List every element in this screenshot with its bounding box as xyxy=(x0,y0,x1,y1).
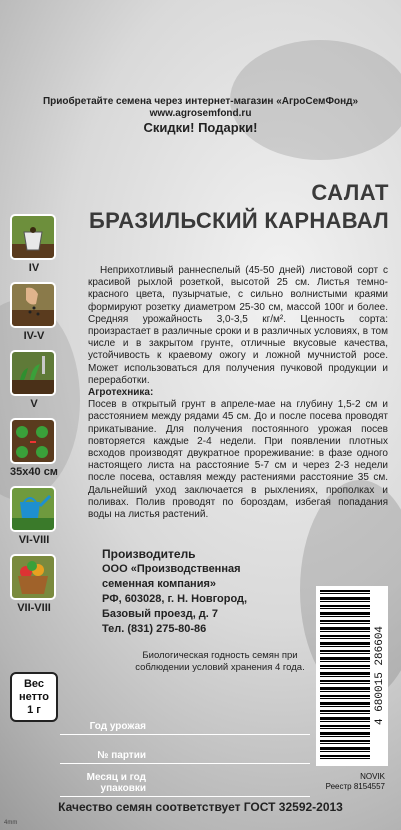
product-description xyxy=(88,265,388,521)
agrotech-text: Посев в открытый грунт в апреле-мае на глубину 1,5-2 см и расстоянием между рядами 45 см. До и после посева проводят прикатывание. Для получения постоянного урожая посев повторяется каждые 2-4 недели. При появлении плотных всходов производят двукратное прореживание: в фазе одного настоящего листа на расстояние 5-7 см и через 2-3 недели после посева, оставляя между растениями расстояние 35 см. Дальнейший уход заключается в рыхлениях, прополках и поливах. Полив проводят по бороздам, избегая попадания воды на листья растений. xyxy=(88,399,388,521)
stage-label: 35х40 см xyxy=(10,466,58,478)
stage-planting xyxy=(10,418,58,482)
agrotech-heading: Агротехника: xyxy=(88,387,154,399)
harvest-year-field xyxy=(60,706,310,735)
promo-discounts: Скидки! Подарки! xyxy=(143,120,258,135)
germination-note xyxy=(120,650,320,674)
field-label: № партии xyxy=(97,750,146,761)
product-variety-title: БРАЗИЛЬСКИЙ КАРНАВАЛ xyxy=(89,208,389,233)
seeds-hand-icon xyxy=(10,282,56,328)
product-type-title: САЛАТ xyxy=(311,180,389,205)
promo-url: www.agrosemfond.ru xyxy=(149,108,252,119)
stage-seedling xyxy=(10,350,58,414)
producer-address-2: Базовый проезд, д. 7 xyxy=(102,608,219,620)
weight-label: Вес xyxy=(23,678,45,690)
net-weight-badge xyxy=(10,672,58,722)
germination-line: соблюдении условий хранения 4 года. xyxy=(135,662,305,673)
planting-scheme-icon xyxy=(10,418,56,464)
batch-number-field xyxy=(60,735,310,764)
sowing-cup-icon xyxy=(10,214,56,260)
brand-name: NOVIK xyxy=(360,772,385,781)
packing-date-field xyxy=(60,764,310,797)
growing-stages xyxy=(10,214,58,622)
brand-block xyxy=(326,772,385,792)
barcode-number: 4 680015 286604 xyxy=(374,625,386,725)
producer-address-1: РФ, 603028, г. Н. Новгород, xyxy=(102,593,248,605)
batch-fields xyxy=(60,706,310,797)
promo-shop-text: Приобретайте семена через интернет-магазин «АгроСемФонд» xyxy=(42,96,359,107)
registry-number: Реестр 8154557 xyxy=(325,782,385,791)
field-label: Год урожая xyxy=(89,721,146,732)
stage-watering xyxy=(10,486,58,550)
variety-description: Неприхотливый раннеспелый (45-50 дней) листовой сорт с красивой рыхлой розеткой, высотой 25 см. Листья темно-красного цвета, пузырчатые, с сильно волнистыми краями формируют розетку диаметром 25-30 см, массой 100г и более. Средняя урожайность 3,0-3,5 кг/м². Ценность сорта: произрастает в различные сроки и в различных условиях, в том числе и в закрытом грунте, отличные вкусовые качества, устойчивость к краевому ожогу и ложной мучнистой росе. Может использоваться для получения пучковой продукции и переработки. xyxy=(88,265,388,386)
stage-sowing xyxy=(10,214,58,278)
barcode-bars xyxy=(320,590,370,762)
watering-can-icon xyxy=(10,486,56,532)
quality-standard: Качество семян соответствует ГОСТ 32592-2013 xyxy=(58,800,343,814)
producer-title: Производитель xyxy=(102,547,196,561)
producer-phone: Тел. (831) 275-80-86 xyxy=(102,623,207,635)
stage-seeds xyxy=(10,282,58,346)
weight-value: 1 г xyxy=(27,704,41,716)
stage-harvest xyxy=(10,554,58,618)
producer-name-1: ООО «Производственная xyxy=(102,563,241,575)
producer-block xyxy=(102,547,247,637)
field-label: Месяц и год упаковки xyxy=(86,772,146,794)
harvest-basket-icon xyxy=(10,554,56,600)
seedling-trowel-icon xyxy=(10,350,56,396)
stage-label: VI-VIII xyxy=(18,534,50,546)
stage-label: VII-VIII xyxy=(17,602,51,614)
germination-line: Биологическая годность семян при xyxy=(142,650,298,661)
barcode xyxy=(316,586,388,766)
producer-name-2: семенная компания» xyxy=(102,578,217,590)
promo-block xyxy=(0,96,401,135)
weight-label: нетто xyxy=(19,691,49,703)
scale-mark: 4mm xyxy=(4,820,18,826)
stage-label: V xyxy=(30,398,38,410)
stage-label: IV xyxy=(28,262,40,274)
stage-label: IV-V xyxy=(23,330,45,342)
